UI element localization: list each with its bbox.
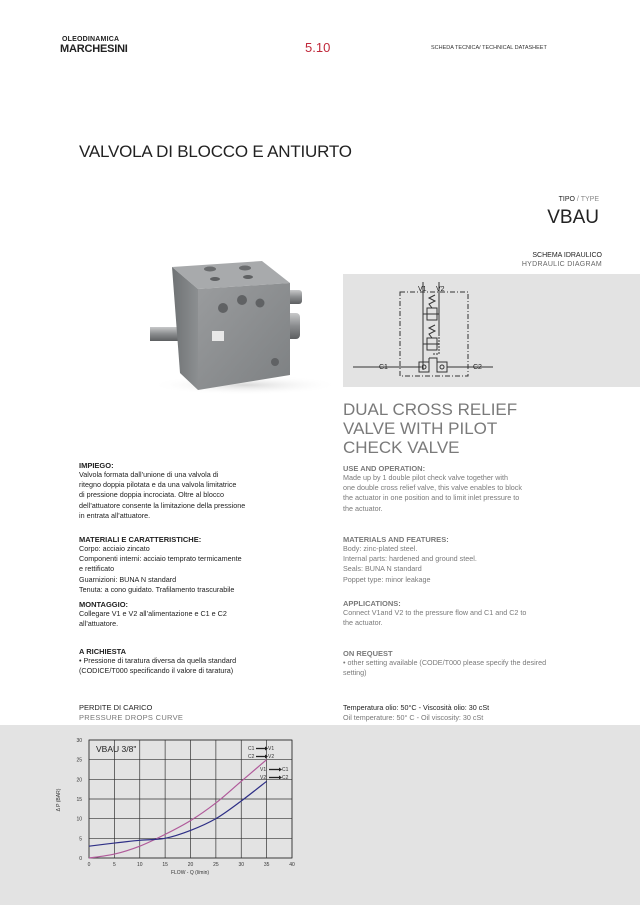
x-tick-label: 25 — [213, 862, 219, 868]
text-line: Valvola formata dall’unione di una valvola di — [79, 470, 219, 479]
text-line: ritegno doppia pilotata e da una valvola limitatrice — [79, 480, 237, 490]
text-line: the actuator. — [343, 618, 383, 628]
y-axis-label: Δ P (BAR) — [56, 788, 62, 812]
text-line: Connect V1and V2 to the pressure flow and C1 and C2 to — [343, 608, 527, 617]
use-heading-en: USE AND OPERATION: — [343, 464, 426, 473]
english-title-line: DUAL CROSS RELIEF — [343, 400, 518, 419]
applications-heading-en: APPLICATIONS: — [343, 599, 401, 608]
x-tick-label: 40 — [289, 862, 295, 868]
port-c2-label: C2 — [473, 364, 482, 371]
english-title — [343, 400, 517, 457]
type-separator: / — [574, 196, 581, 203]
text-line: Seals: BUNA N standard — [343, 564, 422, 574]
y-tick-label: 15 — [76, 797, 82, 803]
text-line: all’attuatore. — [79, 619, 119, 629]
text-line: Guarnizioni: BUNA N standard — [79, 574, 177, 584]
x-tick-label: 30 — [238, 862, 245, 868]
italian-request-section — [79, 647, 299, 676]
y-tick-label: 20 — [76, 777, 82, 784]
text-line: (CODICE/T000 specificando il valore di taratura) — [79, 666, 234, 676]
text-line: e rettificato — [79, 564, 115, 574]
text-line: one double cross relief valve, this valve enables to block — [343, 483, 522, 493]
y-tick-label: 30 — [76, 738, 82, 744]
x-tick-label: 35 — [263, 862, 270, 868]
brand-logo: MARCHESINI — [60, 43, 128, 55]
y-tick-label: 0 — [79, 856, 82, 862]
italian-use-section — [79, 461, 299, 521]
legend-to: C1 — [282, 767, 289, 773]
port-c1-label: C1 — [379, 364, 388, 371]
text-line: Made up by 1 double pilot check valve together with — [343, 473, 509, 482]
italian-materials-section — [79, 535, 299, 595]
port-v2-label: V2 — [436, 286, 445, 293]
english-applications-section — [343, 599, 603, 628]
legend-to: V2 — [268, 754, 275, 760]
english-request-section — [343, 649, 603, 678]
test-conditions-en: Oil temperature: 50° C - Oil viscosity: 30 cSt — [343, 713, 484, 722]
x-tick-label: 10 — [136, 862, 143, 868]
italian-mounting-section — [79, 600, 299, 629]
hydraulic-diagram-label-it: SCHEMA IDRAULICO — [532, 252, 602, 259]
x-tick-label: 5 — [112, 862, 116, 868]
text-line: di pressione doppia incrociata. Oltre al blocco — [79, 490, 225, 500]
port-v1-label: V1 — [418, 286, 427, 293]
model-code: VBAU — [547, 207, 599, 228]
brand-logo-line1: OLEODINAMICA — [62, 36, 120, 43]
x-tick-label: 15 — [162, 862, 168, 868]
text-line: setting) — [343, 668, 367, 678]
pressure-drop-chart — [50, 732, 310, 882]
y-tick-label: 10 — [76, 816, 82, 823]
use-heading-it: IMPIEGO: — [79, 461, 114, 470]
english-materials-section — [343, 535, 603, 585]
type-label — [559, 196, 599, 203]
materials-heading-en: MATERIALS AND FEATURES: — [343, 535, 449, 544]
english-title-line: CHECK VALVE — [343, 438, 460, 457]
text-line: Body: zinc-plated steel. — [343, 544, 418, 553]
text-line: Internal parts: hardened and ground steel. — [343, 554, 477, 564]
product-image — [150, 255, 340, 395]
text-line: Componenti interni: acciaio temprato termicamente — [79, 554, 242, 564]
text-line: dell’attuatore consente la limitazione della pressione — [79, 500, 246, 510]
y-tick-label: 5 — [79, 836, 82, 843]
legend-from: C2 — [248, 754, 255, 760]
materials-heading-it: MATERIALI E CARATTERISTICHE: — [79, 535, 202, 544]
text-line: the actuator. — [343, 503, 383, 513]
chart-grid — [89, 740, 292, 858]
chart-title: VBAU 3/8" — [96, 744, 137, 754]
text-line: the actuator in one position and to limit inlet pressure to — [343, 493, 520, 503]
legend-to: C2 — [282, 775, 289, 781]
request-heading-it: A RICHIESTA — [79, 647, 127, 656]
x-tick-label: 0 — [87, 862, 91, 868]
chart-label-en: PRESSURE DROPS CURVE — [79, 713, 184, 722]
legend-to: V1 — [268, 746, 275, 752]
text-line: Collegare V1 e V2 all’alimentazione e C1 e C2 — [79, 609, 227, 618]
text-line: • Pressione di taratura diversa da quella standard — [79, 656, 237, 665]
hydraulic-diagram-panel — [343, 274, 640, 387]
text-line: Poppet type: minor leakage — [343, 574, 431, 584]
page-title: VALVOLA DI BLOCCO E ANTIURTO — [79, 142, 352, 161]
request-heading-en: ON REQUEST — [343, 649, 393, 658]
test-conditions-it: Temperatura olio: 50°C - Viscosità olio: 30 cSt — [343, 703, 490, 712]
legend-from: C1 — [248, 746, 255, 752]
text-line: Corpo: acciaio zincato — [79, 544, 150, 553]
chart-label-it: PERDITE DI CARICO — [79, 703, 153, 712]
page-number: 5.10 — [305, 40, 331, 55]
section-label: SCHEDA TECNICA/ TECHNICAL DATASHEET — [431, 45, 547, 51]
legend-from: V1 — [260, 767, 267, 773]
mounting-heading-it: MONTAGGIO: — [79, 600, 129, 609]
hydraulic-schematic — [343, 274, 640, 387]
english-title-line: VALVE WITH PILOT — [343, 419, 498, 438]
text-line: in entrata all’attuatore. — [79, 510, 151, 520]
hydraulic-diagram-label-en: HYDRAULIC DIAGRAM — [521, 261, 602, 268]
y-tick-label: 25 — [76, 757, 82, 764]
text-line: Tenuta: a cono guidato. Trafilamento trascurabile — [79, 584, 235, 594]
legend-from: V2 — [260, 775, 267, 781]
x-tick-label: 20 — [187, 862, 194, 868]
english-use-section — [343, 464, 603, 514]
text-line: • other setting available (CODE/T000 please specify the desired — [343, 658, 547, 667]
x-axis-label: FLOW - Q (l/min) — [170, 870, 210, 876]
type-label-en: TYPE — [580, 196, 599, 203]
type-label-it: TIPO — [558, 196, 575, 203]
